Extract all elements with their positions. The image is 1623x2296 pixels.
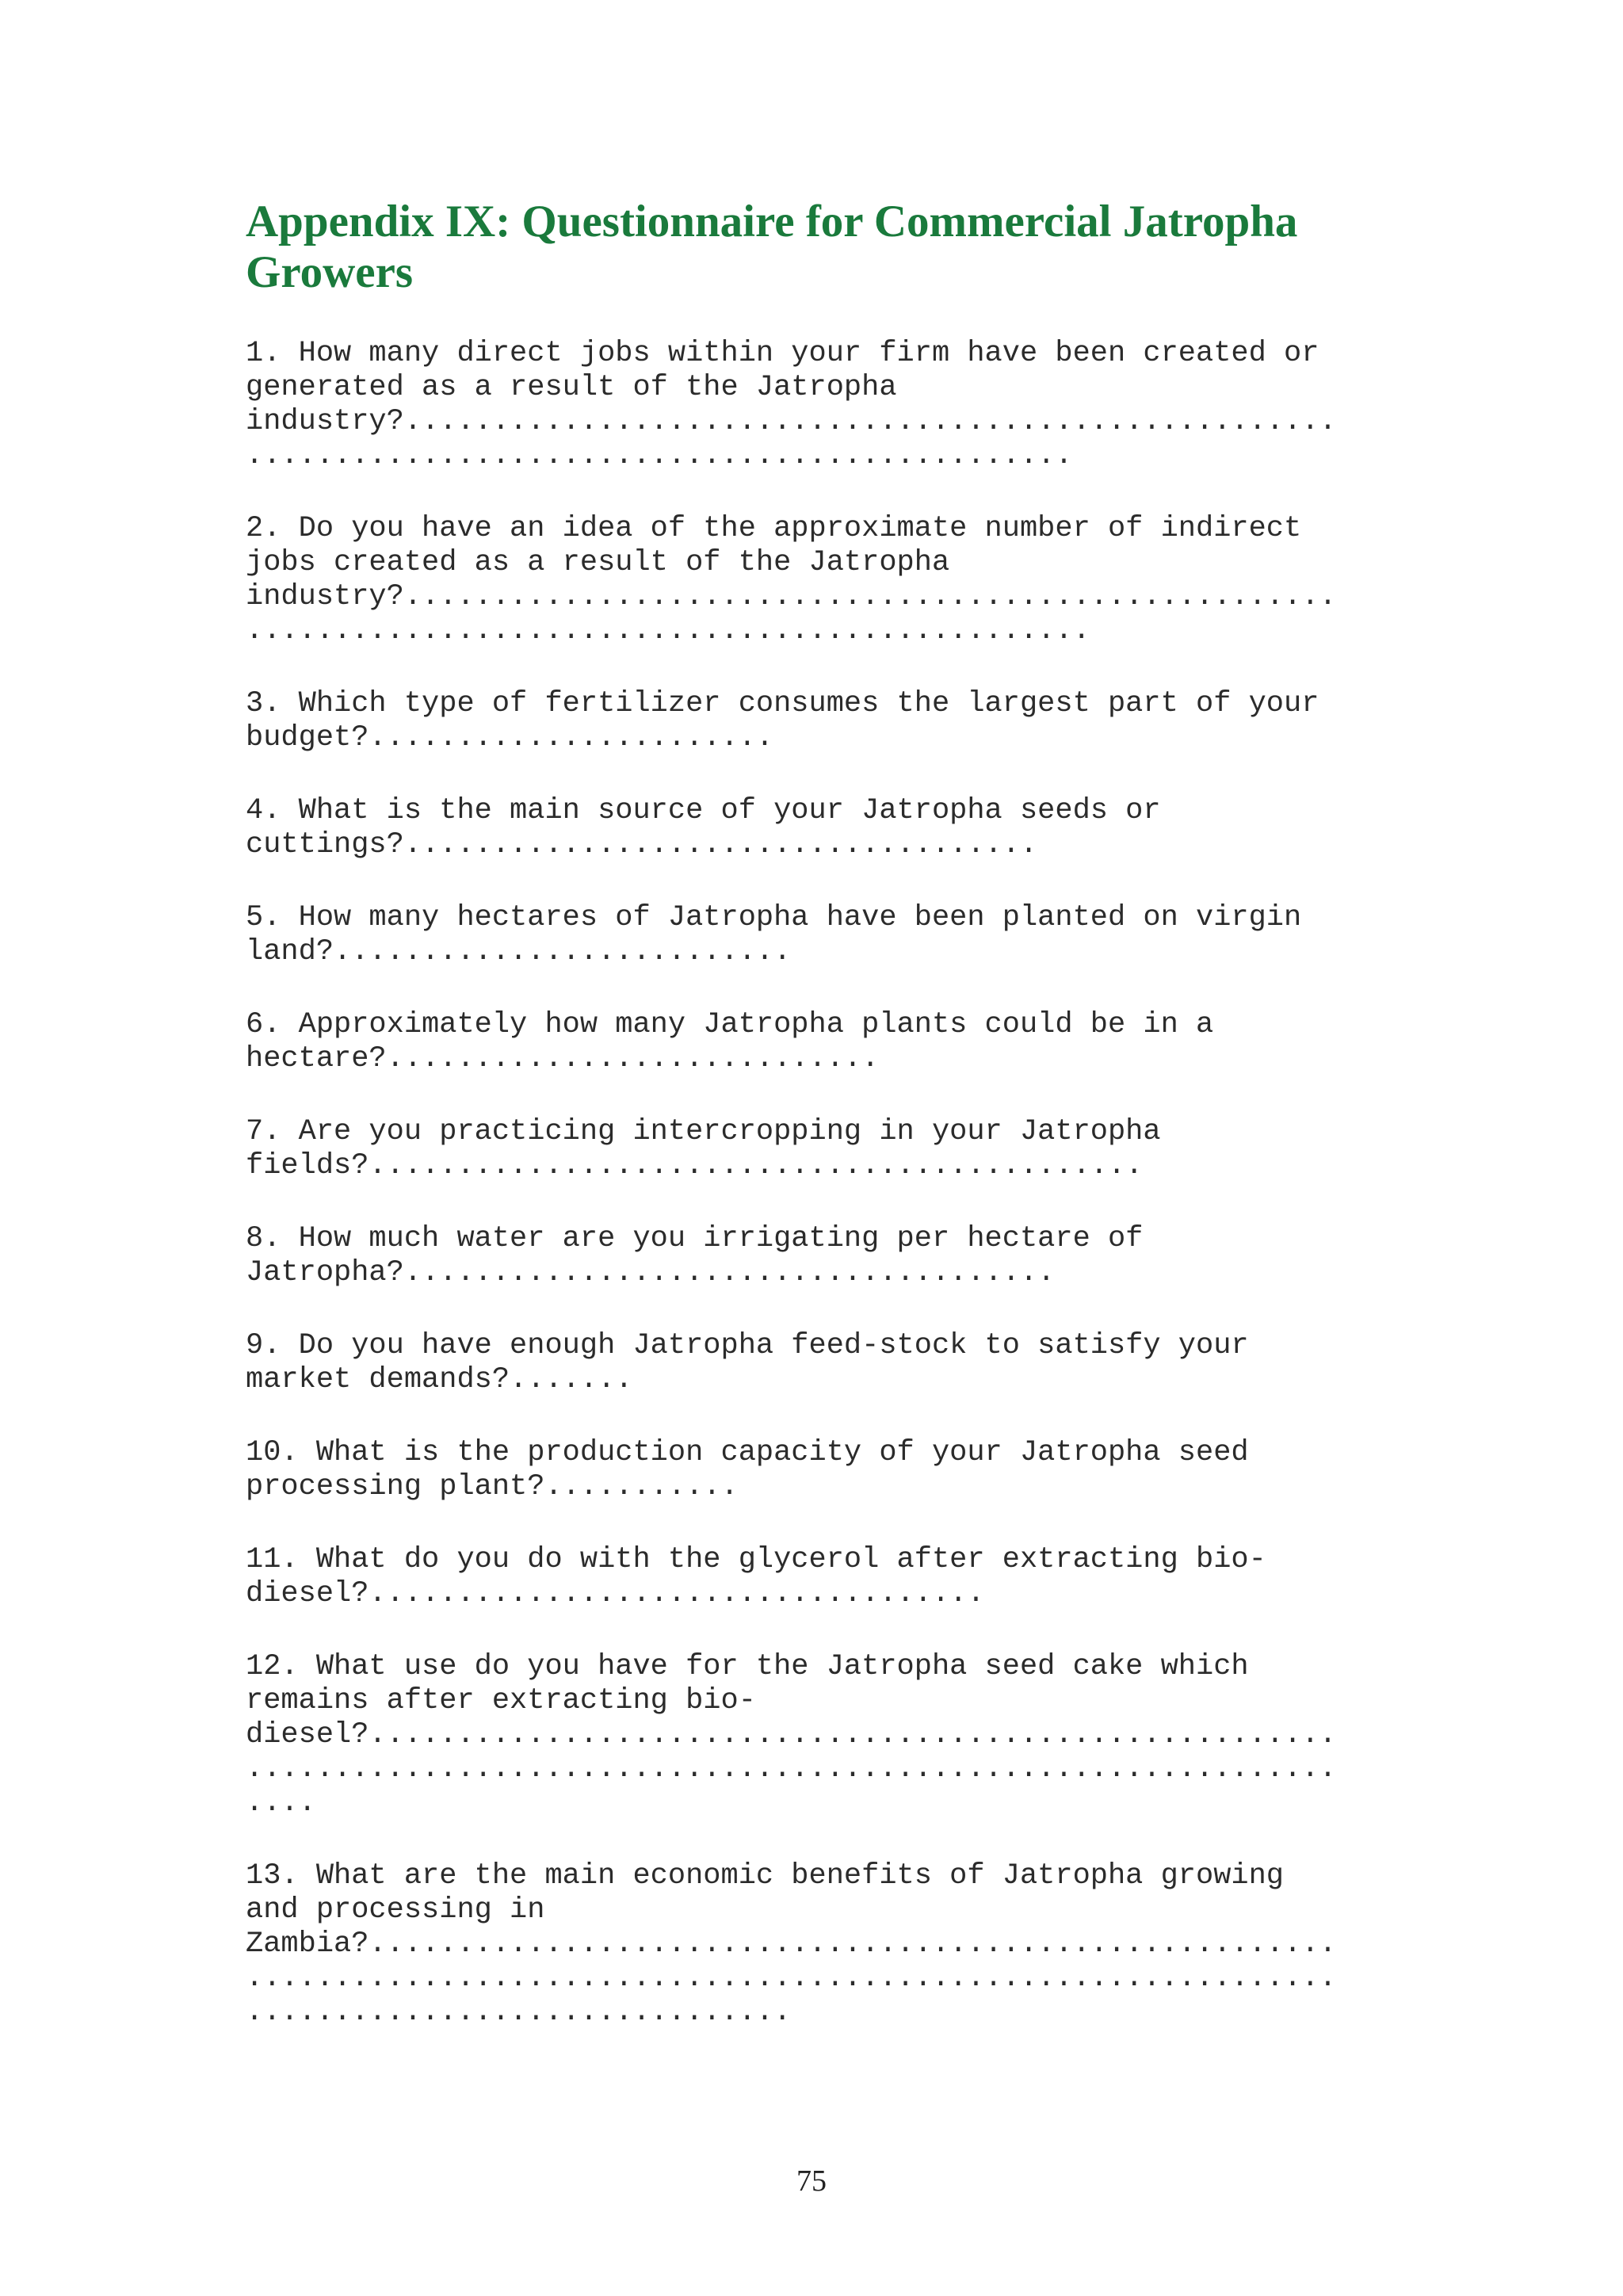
question-text-line: cuttings?....................................: [246, 828, 1038, 861]
question-item: [246, 512, 1371, 648]
question-text-line: and processing in: [246, 1893, 545, 1927]
page-number: 75: [796, 2164, 827, 2198]
question-item: [246, 1650, 1371, 1820]
question-text-line: ...............................................: [246, 439, 1073, 472]
question-text-line: 13. What are the main economic benefits of Jatropha growing: [246, 1859, 1285, 1893]
question-text-line: market demands?.......: [246, 1363, 633, 1396]
question-text-line: generated as a result of the Jatropha: [246, 371, 897, 404]
question-item: [246, 687, 1371, 755]
question-text-line: diesel?...................................: [246, 1577, 985, 1610]
question-text-line: 10. What is the production capacity of your Jatropha seed: [246, 1436, 1249, 1469]
question-text-line: diesel?.......................................................: [246, 1718, 1337, 1752]
question-item: [246, 1543, 1371, 1611]
question-text-line: Jatropha?.....................................: [246, 1256, 1056, 1289]
question-item: [246, 1008, 1371, 1076]
question-item: [246, 794, 1371, 862]
question-text-line: processing plant?...........: [246, 1470, 739, 1503]
question-item: [246, 1859, 1371, 2030]
question-text-line: ....: [246, 1786, 316, 1820]
question-text-line: ................................................: [246, 614, 1090, 648]
question-text-line: jobs created as a result of the Jatropha: [246, 546, 950, 579]
question-text-line: industry?.....................................................: [246, 580, 1337, 613]
heading-line: Appendix IX: Questionnaire for Commercial Jatropha: [246, 197, 1298, 246]
question-text-line: ...............................: [246, 1996, 792, 2029]
question-text-line: hectare?............................: [246, 1042, 880, 1075]
question-text-line: 5. How many hectares of Jatropha have been planted on virgin: [246, 901, 1302, 934]
question-text-line: budget?.......................: [246, 721, 774, 755]
question-text-line: 9. Do you have enough Jatropha feed-stock to satisfy your: [246, 1329, 1249, 1362]
question-item: [246, 901, 1371, 969]
question-text-line: industry?.....................................................: [246, 405, 1337, 438]
question-item: [246, 1222, 1371, 1290]
appendix-heading: [246, 197, 1434, 298]
question-text-line: 7. Are you practicing intercropping in your Jatropha: [246, 1115, 1161, 1148]
question-text-line: remains after extracting bio-: [246, 1684, 756, 1717]
question-text-line: 12. What use do you have for the Jatropha seed cake which: [246, 1650, 1249, 1683]
question-text-line: ..............................................................: [246, 1962, 1337, 1995]
question-text-line: ..............................................................: [246, 1752, 1337, 1786]
heading-line: Growers: [246, 247, 414, 297]
question-text-line: 1. How many direct jobs within your firm have been created or: [246, 337, 1319, 370]
question-item: [246, 1329, 1371, 1397]
question-text-line: 2. Do you have an idea of the approximate number of indirect: [246, 512, 1302, 545]
question-text-line: 4. What is the main source of your Jatropha seeds or: [246, 794, 1161, 827]
question-item: [246, 337, 1371, 473]
question-text-line: 6. Approximately how many Jatropha plants could be in a: [246, 1008, 1214, 1041]
question-text-line: land?..........................: [246, 935, 792, 968]
question-item: [246, 1436, 1371, 1504]
question-text-line: 11. What do you do with the glycerol after extracting bio-: [246, 1543, 1266, 1576]
question-text-line: fields?............................................: [246, 1149, 1144, 1182]
question-text-line: 8. How much water are you irrigating per hectare of: [246, 1222, 1144, 1255]
questionnaire-list: [246, 337, 1371, 2069]
question-text-line: 3. Which type of fertilizer consumes the largest part of your: [246, 687, 1319, 720]
question-text-line: Zambia?.......................................................: [246, 1927, 1337, 1961]
question-item: [246, 1115, 1371, 1183]
